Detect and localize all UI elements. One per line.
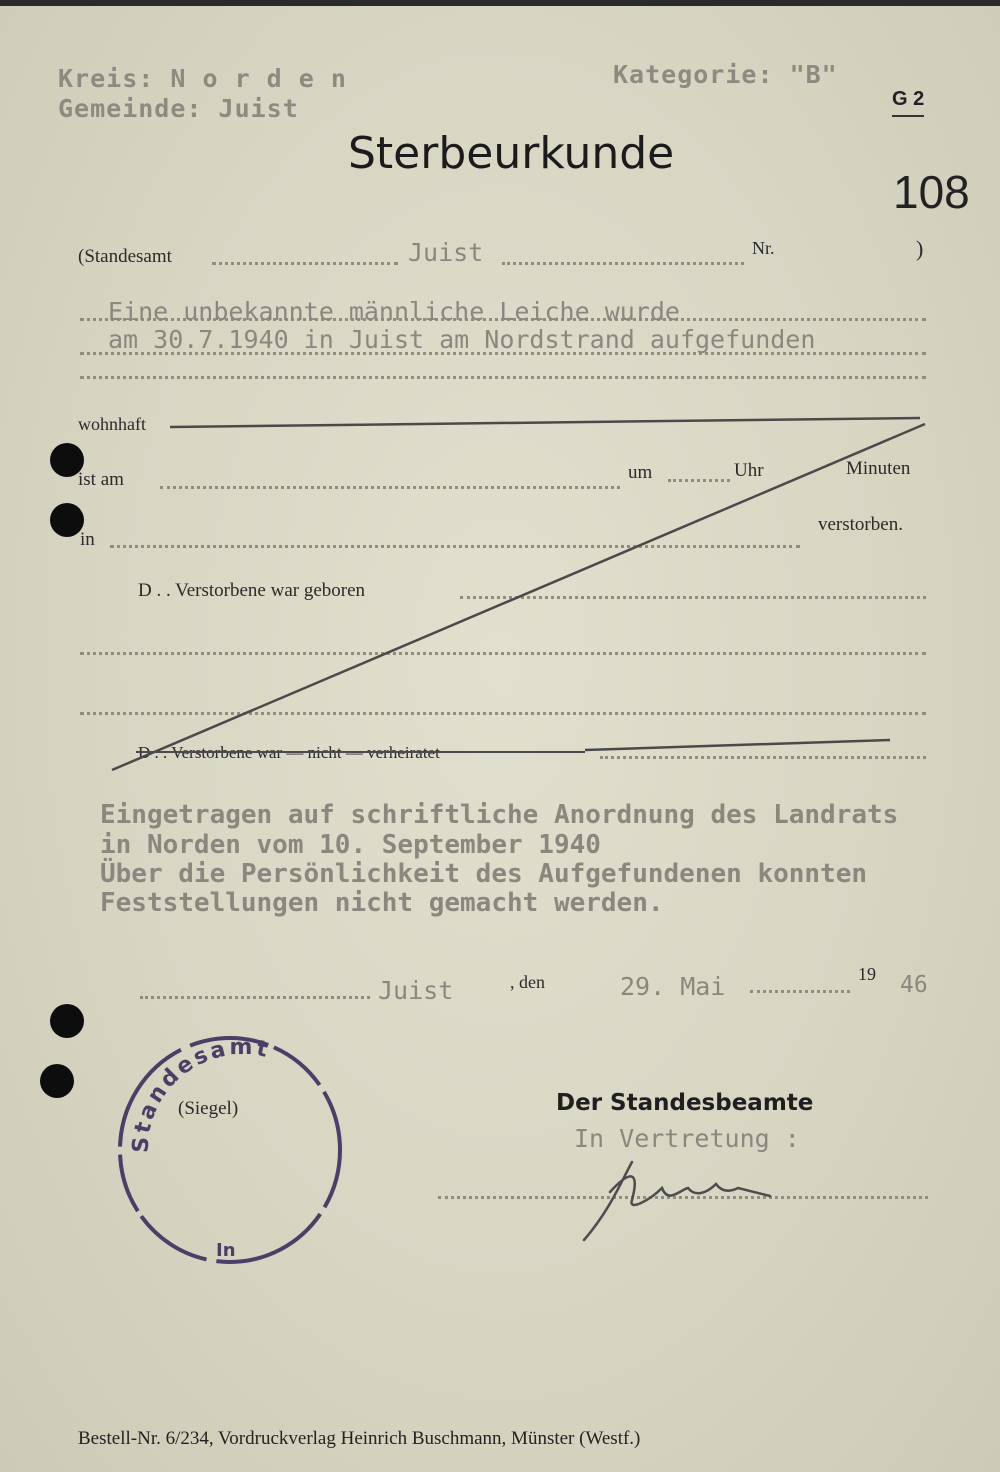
remark-line-3: Über die Persönlichkeit des Aufgefundenen konnten [100, 859, 868, 889]
standesamt-value: Juist [408, 238, 484, 267]
in-vertretung: In Vertretung : [574, 1124, 800, 1153]
dotted-line [750, 990, 850, 993]
wohnhaft-label: wohnhaft [78, 414, 146, 434]
entry-line-1: Eine unbekannte männliche Leiche wurde [108, 297, 680, 326]
dotted-line [140, 996, 370, 999]
den-label: , den [510, 972, 545, 992]
document-title: Sterbeurkunde [348, 128, 675, 179]
in-label: in [80, 529, 95, 550]
kreis-line: Kreis: N o r d e n [58, 64, 347, 93]
siegel-label: (Siegel) [178, 1098, 239, 1119]
year-prefix: 19 [858, 964, 876, 984]
punch-hole [50, 503, 84, 537]
uhr-label: Uhr [734, 460, 764, 481]
um-label: um [628, 462, 653, 483]
footer-imprint: Bestell-Nr. 6/234, Vordruckverlag Heinrich Buschmann, Münster (Westf.) [78, 1428, 641, 1449]
remark-line-1: Eingetragen auf schriftliche Anordnung des Landrats [100, 800, 899, 830]
diagonal-strike [112, 424, 925, 770]
form-code: G 2 [892, 88, 924, 117]
seal-stamp [108, 1018, 368, 1268]
wohnhaft-strike [170, 418, 920, 427]
kategorie-line: Kategorie: "B" [613, 60, 838, 89]
punch-hole [50, 1004, 84, 1038]
standesbeamte-label: Der Standesbeamte [556, 1090, 814, 1116]
standesamt-label: (Standesamt [78, 246, 172, 267]
verheiratet-label: D . . Verstorbene war — nicht — verheiratet [138, 743, 440, 762]
ist-am-label: ist am [78, 469, 124, 490]
verstorben-label: verstorben. [818, 514, 903, 535]
nr-label: Nr. [752, 238, 775, 258]
year-suffix: 46 [900, 972, 928, 998]
date-value: 29. Mai [620, 972, 726, 1001]
remark-line-2: in Norden vom 10. September 1940 [100, 830, 601, 860]
geboren-label: D . . Verstorbene war geboren [138, 580, 366, 601]
verheiratet-strike-tail [585, 740, 890, 750]
punch-hole [40, 1064, 74, 1098]
seal-bottom-text: In [216, 1240, 236, 1261]
entry-line-2: am 30.7.1940 in Juist am Nordstrand aufgefunden [108, 325, 816, 354]
minuten-label: Minuten [846, 458, 911, 479]
punch-hole [50, 443, 84, 477]
remark-line-4: Feststellungen nicht gemacht werden. [100, 888, 664, 918]
place-value: Juist [378, 976, 454, 1005]
gemeinde-line: Gemeinde: Juist [58, 94, 299, 123]
handwritten-signature [570, 1140, 790, 1250]
record-number: 108 [893, 166, 970, 218]
seal-arc-text: Standesamt [128, 1035, 273, 1154]
svg-text:Standesamt [129, 1035, 273, 1153]
closing-paren: ) [916, 236, 924, 261]
